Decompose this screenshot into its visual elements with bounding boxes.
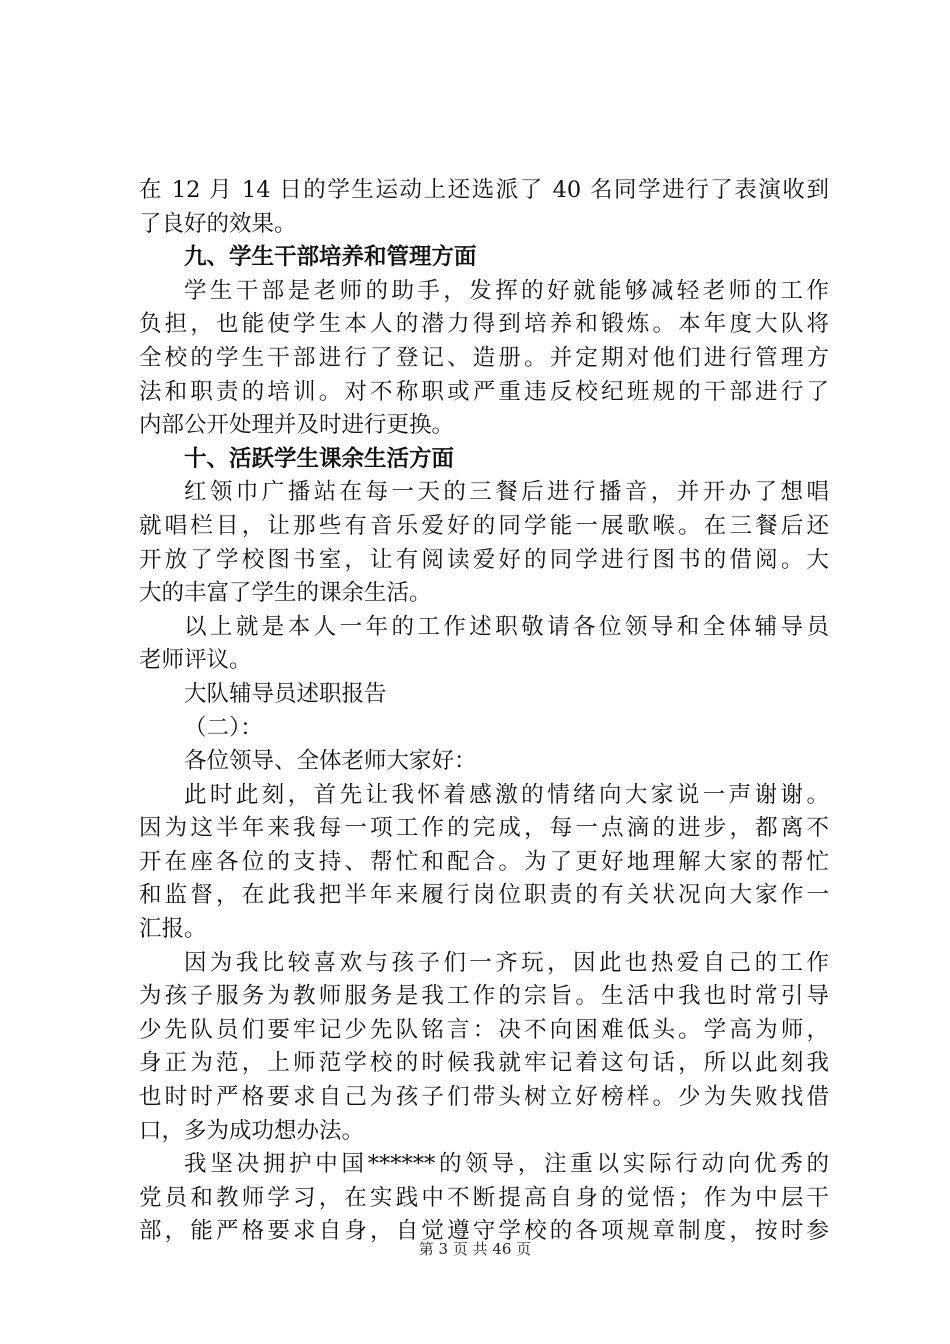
- salutation: 各位领导、全体老师大家好：: [184, 748, 477, 775]
- body-line: 也时时严格要求自己为孩子们带头树立好榜样。少为失败找借: [139, 1084, 829, 1111]
- body-line: 就唱栏目，让那些有音乐爱好的同学能一展歌喉。在三餐后还: [139, 512, 829, 539]
- body-line: 在 12 月 14 日的学生运动上还选派了 40 名同学进行了表演收到: [139, 177, 829, 203]
- report-subtitle: （二）：: [184, 714, 263, 741]
- body-line: 法和职责的培训。对不称职或严重违反校纪班规的干部进行了: [139, 378, 829, 405]
- body-line: 内部公开处理并及时进行更换。: [139, 412, 455, 439]
- section-heading-nine: 九、学生干部培养和管理方面: [184, 244, 477, 271]
- body-line: 以上就是本人一年的工作述职敬请各位领导和全体辅导员: [184, 613, 829, 640]
- body-line: 我坚决拥护中国******的领导，注重以实际行动向优秀的: [184, 1151, 829, 1178]
- body-line: 口，多为成功想办法。: [139, 1117, 365, 1144]
- body-line: 开在座各位的支持、帮忙和配合。为了更好地理解大家的帮忙: [139, 848, 829, 875]
- body-line: 开放了学校图书室，让有阅读爱好的同学进行图书的借阅。大: [139, 546, 829, 573]
- body-line: 负担，也能使学生本人的潜力得到培养和锻炼。本年度大队将: [139, 311, 829, 338]
- body-line: 大的丰富了学生的课余生活。: [139, 580, 432, 607]
- page-footer: 第 3 页 共 46 页: [418, 1240, 532, 1258]
- body-line: 学生干部是老师的助手，发挥的好就能够减轻老师的工作: [184, 277, 829, 304]
- body-line: 为孩子服务为教师服务是我工作的宗旨。生活中我也时常引导: [139, 983, 829, 1010]
- body-line: 汇报。: [139, 916, 207, 943]
- section-heading-ten: 十、活跃学生课余生活方面: [184, 445, 455, 472]
- body-line: 少先队员们要牢记少先队铭言：决不向困难低头。学高为师，: [139, 1016, 829, 1043]
- body-line: 老师评议。: [139, 647, 252, 674]
- body-line: 部，能严格要求自身，自觉遵守学校的各项规章制度，按时参: [139, 1218, 829, 1245]
- report-title: 大队辅导员述职报告: [184, 680, 387, 707]
- body-line: 全校的学生干部进行了登记、造册。并定期对他们进行管理方: [139, 344, 829, 371]
- body-line: 因为这半年来我每一项工作的完成，每一点滴的进步，都离不: [139, 815, 829, 842]
- body-line: 了良好的效果。: [139, 210, 297, 237]
- body-line: 红领巾广播站在每一天的三餐后进行播音，并开办了想唱: [184, 479, 829, 506]
- body-line: 身正为范，上师范学校的时候我就牢记着这句话，所以此刻我: [139, 1050, 829, 1077]
- body-line: 此时此刻，首先让我怀着感激的情绪向大家说一声谢谢。: [184, 781, 829, 808]
- body-line: 因为我比较喜欢与孩子们一齐玩，因此也热爱自己的工作: [184, 949, 829, 976]
- body-line: 和监督，在此我把半年来履行岗位职责的有关状况向大家作一: [139, 882, 829, 909]
- body-line: 党员和教师学习，在实践中不断提高自身的觉悟；作为中层干: [139, 1184, 829, 1211]
- body-text: [139, 174, 829, 1249]
